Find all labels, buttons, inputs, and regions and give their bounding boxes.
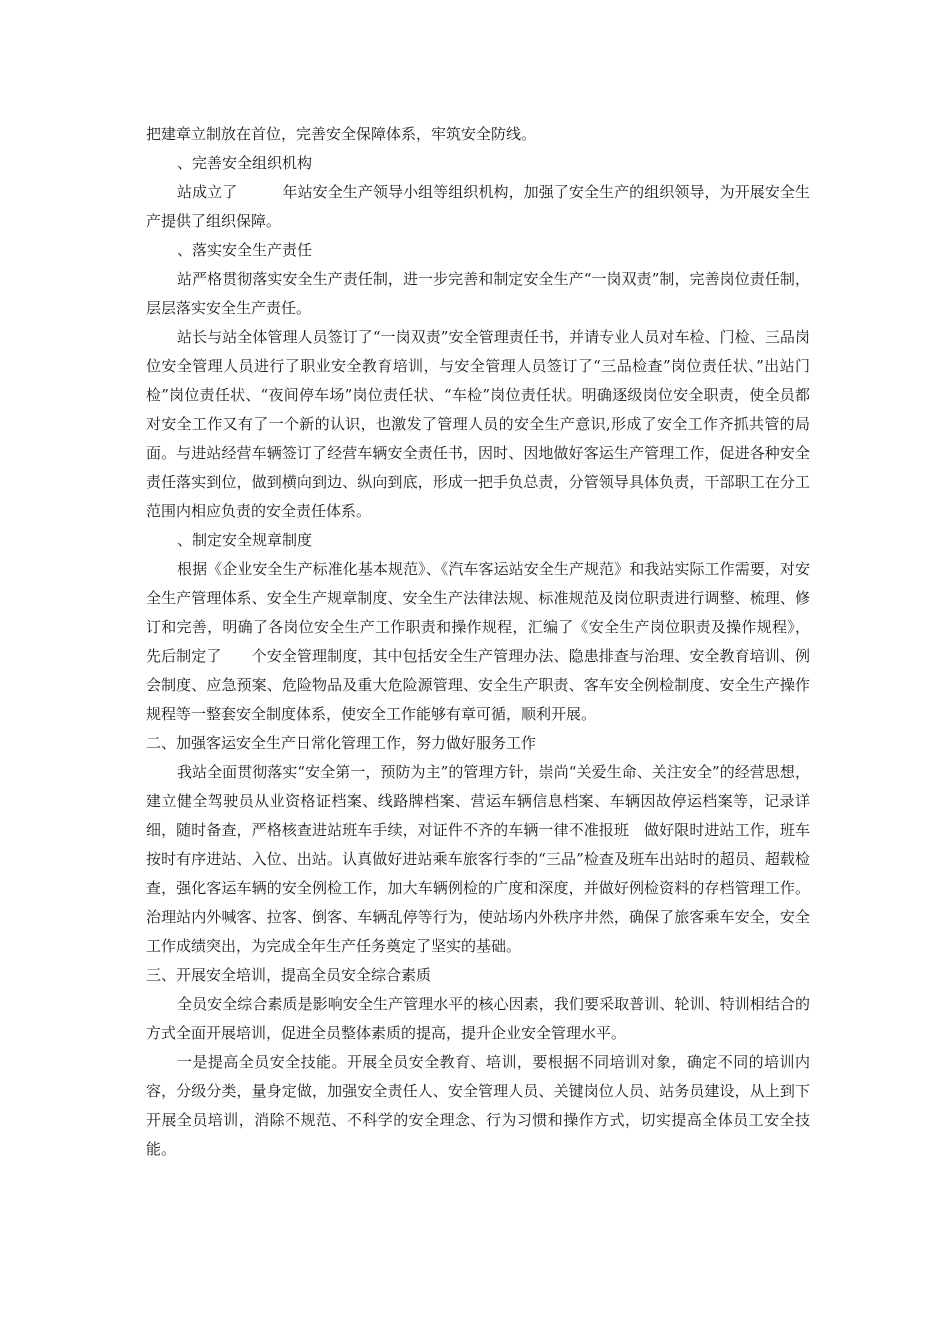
paragraph: 站长与站全体管理人员签订了“一岗双责”安全管理责任书，并请专业人员对车检、门检、三品岗位安全管理人员进行了职业安全教育培训，与安全管理人员签订了“三品检查”岗位责任状、”出站门检”岗位责任状、“夜间停车场”岗位责任状、“车检”岗位责任状。明确逐级岗位安全职责，使全员都对安全工作又有了一个新的认识，也激发了管理人员的安全生产意识,形成了安全工作齐抓共管的局面。与进站经营车辆签订了经营车辆安全责任书，因时、因地做好客运生产管理工作，促进各种安全责任落实到位，做到横向到边、纵向到底，形成一把手负总责，分管领导具体负责，干部职工在分工范围内相应负责的安全责任体系。 <box>146 328 810 520</box>
chapter-heading: 二、加强客运安全生产日常化管理工作，努力做好服务工作 <box>146 734 537 752</box>
section-heading: 、制定安全规章制度 <box>177 531 313 549</box>
document-page <box>146 120 810 1164</box>
chapter-heading: 三、开展安全培训，提高全员安全综合素质 <box>146 966 432 984</box>
paragraph: 站严格贯彻落实安全生产责任制，进一步完善和制定安全生产“一岗双责”制，完善岗位责任制，层层落实安全生产责任。 <box>146 270 810 317</box>
paragraph: 把建章立制放在首位，完善安全保障体系，牢筑安全防线。 <box>146 125 537 143</box>
section-heading: 、完善安全组织机构 <box>177 154 313 172</box>
paragraph: 站成立了 年站安全生产领导小组等组织机构，加强了安全生产的组织领导，为开展安全生产提供了组织保障。 <box>146 183 810 230</box>
section-heading: 、落实安全生产责任 <box>177 241 313 259</box>
paragraph: 根据《企业安全生产标准化基本规范》、《汽车客运站安全生产规范》和我站实际工作需要，对安全生产管理体系、安全生产规章制度、安全生产法律法规、标准规范及岗位职责进行调整、梳理、修订和完善，明确了各岗位安全生产工作职责和操作规程，汇编了《安全生产岗位职责及操作规程》，先后制定了 个安全管理制度，其中包括安全生产管理办法、隐患排查与治理、安全教育培训、例会制度、应急预案、危险物品及重大危险源管理、安全生产职责、客车安全例检制度、安全生产操作规程等一整套安全制度体系，使安全工作能够有章可循，顺利开展。 <box>146 560 810 723</box>
paragraph: 我站全面贯彻落实“安全第一，预防为主”的管理方针，崇尚“关爱生命、关注安全”的经营思想，建立健全驾驶员从业资格证档案、线路牌档案、营运车辆信息档案、车辆因故停运档案等，记录详细，随时备查，严格核查进站班车手续，对证件不齐的车辆一律不准报班 做好限时进站工作，班车按时有序进站、入位、出站。认真做好进站乘车旅客行李的“三品”检查及班车出站时的超员、超载检查，强化客运车辆的安全例检工作，加大车辆例检的广度和深度，并做好例检资料的存档管理工作。治理站内外喊客、拉客、倒客、车辆乱停等行为，使站场内外秩序井然，确保了旅客乘车安全，安全工作成绩突出，为完成全年生产任务奠定了坚实的基础。 <box>146 763 810 955</box>
paragraph: 全员安全综合素质是影响安全生产管理水平的核心因素，我们要采取普训、轮训、特训相结合的方式全面开展培训，促进全员整体素质的提高，提升企业安全管理水平。 <box>146 995 810 1042</box>
paragraph: 一是提高全员安全技能。开展全员安全教育、培训，要根据不同培训对象，确定不同的培训内容，分级分类，量身定做，加强安全责任人、安全管理人员、关键岗位人员、站务员建设，从上到下开展全员培训，消除不规范、不科学的安全理念、行为习惯和操作方式，切实提高全体员工安全技能。 <box>146 1053 810 1158</box>
